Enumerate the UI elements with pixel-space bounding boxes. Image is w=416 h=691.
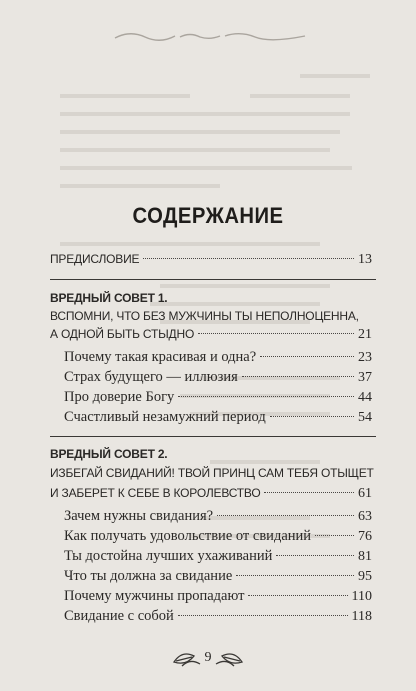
toc-entry-label: Свидание с собой (64, 608, 174, 624)
toc-entry-label: Про доверие Богу (64, 389, 175, 405)
page-number: 9 (204, 650, 212, 665)
toc-subentry (0, 588, 416, 608)
toc-entry-page: 23 (358, 350, 372, 365)
toc-entry-chapter1 (0, 327, 416, 347)
chapter-title-line: ИЗБЕГАЙ СВИДАНИЙ! ТВОЙ ПРИНЦ САМ ТЕБЯ ОТЫЩЕТ (50, 466, 374, 480)
toc-entry-page: 95 (358, 569, 372, 584)
toc-entry-label: Как получать удовольствие от свиданий (64, 528, 312, 544)
dot-leader (236, 575, 354, 576)
toc-entry-page: 21 (358, 327, 372, 342)
dot-leader (143, 258, 354, 259)
toc-entry-page: 44 (358, 390, 372, 405)
toc-entry-page: 81 (358, 549, 372, 564)
chapter-heading: ВРЕДНЫЙ СОВЕТ 2. (50, 447, 168, 461)
toc-subentry (0, 349, 416, 369)
page-title: СОДЕРЖАНИЕ (132, 203, 284, 228)
dot-leader (198, 333, 354, 334)
toc-entry-label: Почему такая красивая и одна? (64, 349, 257, 365)
toc-entry-page: 54 (358, 410, 372, 425)
chapter-title-line: А ОДНОЙ БЫТЬ СТЫДНО (50, 327, 195, 341)
chapter-title-line: ВСПОМНИ, ЧТО БЕЗ МУЖЧИНЫ ТЫ НЕПОЛНОЦЕННА, (50, 309, 359, 323)
dot-leader (270, 416, 354, 417)
toc-subentry (0, 508, 416, 528)
toc-entry-page: 37 (358, 370, 372, 385)
toc-subentry (0, 568, 416, 588)
toc-entry-page: 63 (358, 509, 372, 524)
divider (50, 279, 376, 280)
dot-leader (264, 492, 354, 493)
toc-subentry (0, 528, 416, 548)
top-ornament-icon (110, 28, 310, 44)
toc-subentry (0, 409, 416, 429)
toc-subentry (0, 389, 416, 409)
dot-leader (178, 396, 354, 397)
toc-entry-chapter2 (0, 486, 416, 506)
divider (50, 436, 376, 437)
toc-entry-label: ПРЕДИСЛОВИЕ (50, 252, 140, 266)
dot-leader (260, 356, 354, 357)
toc-entry-page: 118 (351, 609, 372, 624)
toc-subentry (0, 608, 416, 628)
dot-leader (315, 535, 354, 536)
chapter-heading: ВРЕДНЫЙ СОВЕТ 1. (50, 291, 168, 305)
toc-entry-label: Почему мужчины пропадают (64, 588, 245, 604)
dot-leader (178, 615, 348, 616)
dot-leader (242, 376, 354, 377)
toc-entry-label: Ты достойна лучших ухаживаний (64, 548, 273, 564)
toc-entry-page: 13 (358, 252, 372, 267)
toc-subentry (0, 369, 416, 389)
toc-entry-page: 61 (358, 486, 372, 501)
toc-entry-label: Зачем нужны свидания? (64, 508, 214, 524)
dot-leader (248, 595, 347, 596)
toc-entry-page: 110 (351, 589, 372, 604)
toc-subentry (0, 548, 416, 568)
toc-entry-label: Страх будущего — иллюзия (64, 369, 238, 385)
dot-leader (217, 515, 354, 516)
dot-leader (276, 555, 354, 556)
toc-entry-label: Что ты должна за свидание (64, 568, 233, 584)
toc-entry-label: Счастливый незамужний период (64, 409, 266, 425)
chapter-title-line: И ЗАБЕРЕТ К СЕБЕ В КОРОЛЕВСТВО (50, 486, 261, 500)
toc-entry-page: 76 (358, 529, 372, 544)
toc-entry-preface (0, 252, 416, 272)
